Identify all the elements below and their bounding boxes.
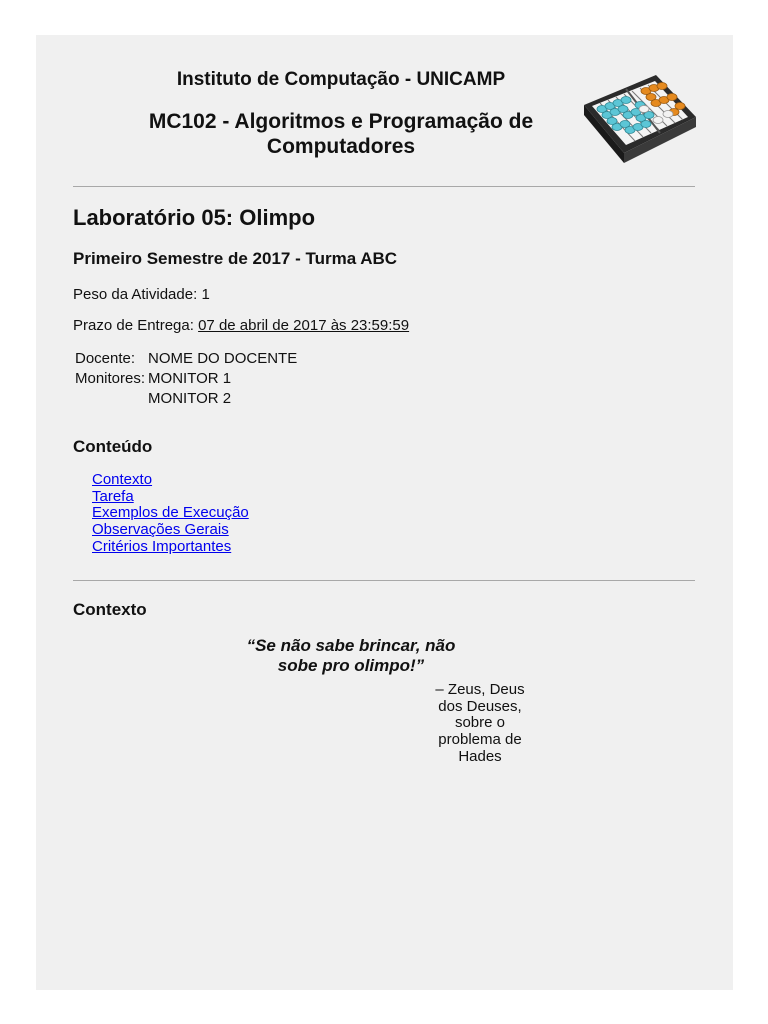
document-page bbox=[36, 35, 733, 990]
toc-link-tarefa[interactable]: Tarefa bbox=[92, 487, 134, 505]
weight-label: Peso da Atividade: bbox=[73, 286, 198, 303]
toc-link-criterios[interactable]: Critérios Importantes bbox=[92, 537, 232, 555]
context-heading: Contexto bbox=[73, 600, 147, 619]
deadline-label: Prazo de Entrega: bbox=[73, 317, 194, 334]
docente-name: NOME DO DOCENTE bbox=[148, 350, 298, 367]
list-item bbox=[92, 522, 249, 539]
list-item bbox=[92, 489, 249, 506]
institute-title: Instituto de Computação - UNICAMP bbox=[176, 69, 506, 90]
abacus-logo bbox=[580, 75, 700, 170]
toc-link-contexto[interactable]: Contexto bbox=[92, 471, 153, 488]
deadline-line bbox=[73, 317, 409, 334]
toc-link-exemplos[interactable]: Exemplos de Execução bbox=[92, 504, 249, 522]
divider bbox=[73, 186, 695, 187]
staff-table bbox=[75, 349, 297, 409]
docente-label: Docente: bbox=[75, 350, 136, 367]
list-item bbox=[92, 505, 249, 522]
course-title: MC102 - Algoritmos e Programação de Computadores bbox=[148, 110, 534, 158]
toc-list bbox=[92, 472, 249, 556]
monitor-name: MONITOR 2 bbox=[148, 390, 232, 407]
list-item bbox=[92, 472, 249, 489]
monitores-label: Monitores: bbox=[75, 370, 146, 387]
epigraph-quote: “Se não sabe brincar, não sobe pro olimpo!” bbox=[246, 636, 456, 675]
lab-title: Laboratório 05: Olimpo bbox=[73, 205, 316, 230]
toc-link-observacoes[interactable]: Observações Gerais bbox=[92, 521, 229, 539]
weight-line bbox=[73, 286, 210, 303]
toc-heading: Conteúdo bbox=[73, 437, 153, 456]
list-item bbox=[92, 539, 249, 556]
semester-heading: Primeiro Semestre de 2017 - Turma ABC bbox=[73, 249, 398, 268]
weight-value: 1 bbox=[201, 286, 210, 303]
deadline-value: 07 de abril de 2017 às 23:59:59 bbox=[198, 317, 410, 334]
epigraph-attribution: – Zeus, Deus dos Deuses, sobre o problema de Hades bbox=[435, 681, 525, 765]
divider bbox=[73, 580, 695, 581]
monitor-name: MONITOR 1 bbox=[148, 370, 232, 387]
